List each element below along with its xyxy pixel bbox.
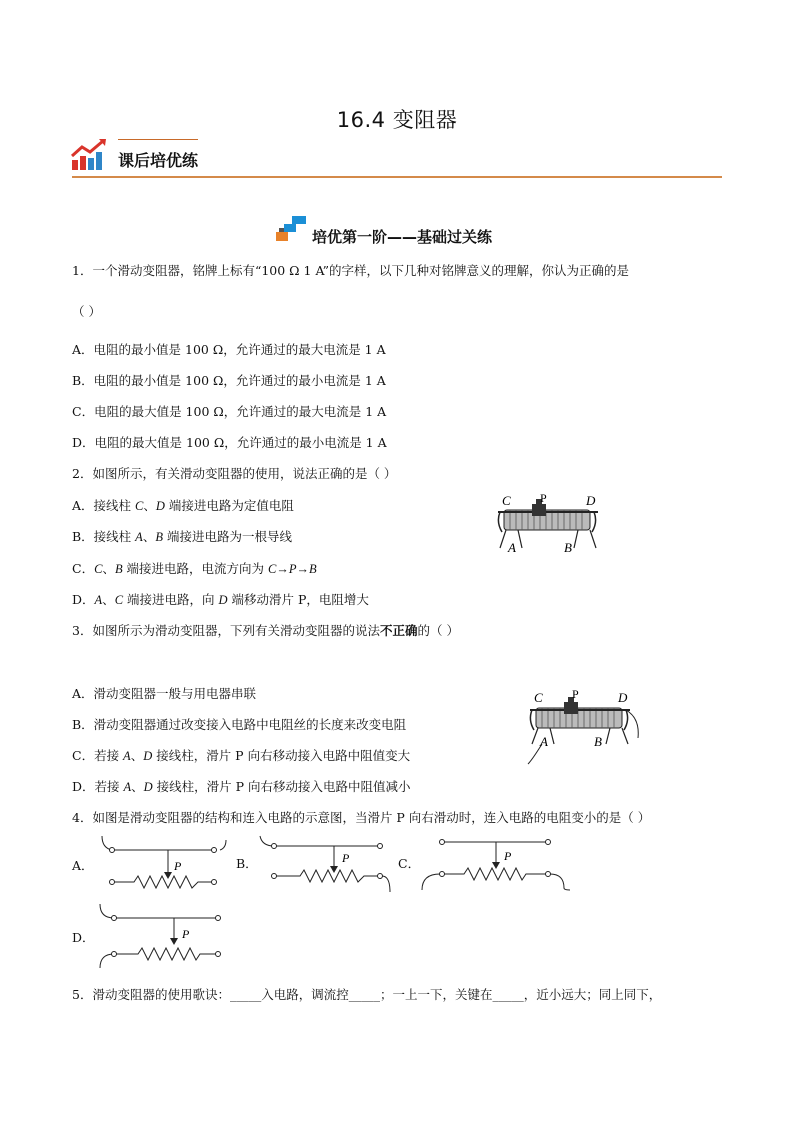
text-run: D．若接: [72, 779, 124, 794]
var: A: [94, 593, 103, 607]
text-run: 端接进电路为定值电阻: [164, 498, 294, 513]
bar-chart-icon: [70, 138, 110, 172]
header-label: 课后培优练: [118, 151, 199, 170]
text-run: 接线柱，滑片 P 向右移动接入电路中阻值减小: [152, 779, 411, 794]
fig-label-b: B: [564, 540, 572, 555]
q3-stem: [72, 623, 459, 639]
text-run: 的（ ）: [417, 623, 459, 638]
text-run: 端接进电路，向: [123, 592, 219, 607]
var: A: [135, 530, 143, 544]
q3-option-c: [72, 748, 410, 764]
var: B: [114, 562, 123, 576]
q4-stem: 4．如图是滑动变阻器的结构和连入电路的示意图，当滑片 P 向右滑动时，连入电路的电阻变小的是（ ）: [72, 810, 651, 825]
q4-label-b: B．: [236, 856, 258, 871]
q5-stem: 5．滑动变阻器的使用歌诀：_____入电路，调流控_____；一上一下，关键在_____，近小远大；同上同下，: [72, 987, 662, 1002]
var: C→P→B: [268, 562, 317, 576]
text-run: B．接线柱: [72, 529, 136, 544]
text-run: D．: [72, 592, 95, 607]
fig-label-c: C: [502, 493, 511, 508]
q3-option-b: B．滑动变阻器通过改变接入电路中电阻丝的长度来改变电阻: [72, 717, 407, 732]
text-run: 、: [143, 498, 156, 513]
q1-stem: 1．一个滑动变阻器，铭牌上标有“100 Ω 1 A”的字样，以下几种对铭牌意义的理解，你认为正确的是: [72, 263, 630, 278]
q4-label-d: D．: [72, 930, 95, 945]
var: C: [94, 562, 103, 576]
fig-label-a: A: [508, 540, 516, 555]
q3-option-d: [72, 779, 411, 795]
q4-label-c: C．: [398, 856, 421, 871]
fig-label-c: C: [534, 690, 543, 705]
section-title: 培优第一阶——基础过关练: [312, 228, 493, 246]
var: A: [123, 780, 132, 794]
text-run: C．: [72, 561, 95, 576]
var: D: [218, 593, 228, 607]
fig-label-d: D: [618, 690, 628, 705]
emphasis: 不正确: [379, 623, 418, 638]
slider-label: P: [504, 849, 512, 863]
q1-paren: （ ）: [72, 304, 101, 319]
text-run: 、: [142, 529, 156, 544]
text-run: 、: [131, 779, 144, 794]
text-run: 、: [130, 748, 144, 763]
text-run: 、: [102, 561, 115, 576]
text-run: C．若接: [72, 748, 124, 763]
q1-option-c: C．电阻的最大值是 100 Ω，允许通过的最大电流是 1 A: [72, 404, 387, 419]
var: D: [143, 749, 153, 763]
q2-stem: 2．如图所示，有关滑动变阻器的使用，说法正确的是（ ）: [72, 466, 397, 481]
text-run: 端接进电路为一根导线: [162, 529, 292, 544]
fig-label-d: D: [586, 493, 596, 508]
slider-label: P: [174, 859, 182, 873]
fig-label-b: B: [594, 734, 602, 749]
q2-option-b: [72, 529, 292, 545]
text-run: 端接进电路，电流方向为: [122, 561, 269, 576]
q4-diagram-c: [416, 834, 576, 894]
var: A: [123, 749, 131, 763]
fig-label-p: P: [540, 491, 547, 505]
q4-label-a: A．: [72, 858, 94, 873]
text-run: 端移动滑片 P，电阻增大: [227, 592, 369, 607]
var: C: [135, 499, 144, 513]
header-divider: [72, 176, 722, 178]
q2-option-d: [72, 592, 369, 608]
q4-diagram-d: [94, 902, 234, 972]
var: D: [143, 780, 153, 794]
fig-label-a: A: [540, 734, 548, 749]
slider-label: P: [342, 851, 350, 865]
q4-diagram-a: [98, 834, 228, 894]
q1-option-b: B．电阻的最小值是 100 Ω，允许通过的最小电流是 1 A: [72, 373, 386, 388]
q1-option-d: D．电阻的最大值是 100 Ω，允许通过的最小电流是 1 A: [72, 435, 387, 450]
q3-option-a: A．滑动变阻器一般与用电器串联: [72, 686, 257, 701]
text-run: A．接线柱: [72, 498, 136, 513]
rheostat-figure-q2: [494, 490, 604, 556]
rheostat-figure-q3: [522, 684, 642, 766]
text-run: 接线柱，滑片 P 向右移动接入电路中阻值变大: [152, 748, 411, 763]
q1-option-a: A．电阻的最小值是 100 Ω，允许通过的最大电流是 1 A: [72, 342, 386, 357]
var: D: [155, 499, 165, 513]
fig-label-p: P: [572, 687, 579, 701]
q2-option-c: [72, 561, 317, 577]
slider-label: P: [182, 927, 190, 941]
text-run: 3．如图所示为滑动变阻器，下列有关滑动变阻器的说法: [72, 623, 380, 638]
header-accent-line: [118, 139, 198, 140]
q4-diagram-b: [256, 834, 396, 894]
var: B: [155, 530, 163, 544]
q2-option-a: [72, 498, 294, 514]
text-run: 、: [102, 592, 115, 607]
var: C: [114, 593, 124, 607]
steps-icon: [276, 214, 310, 242]
page-title: 16.4 变阻器: [336, 108, 458, 132]
